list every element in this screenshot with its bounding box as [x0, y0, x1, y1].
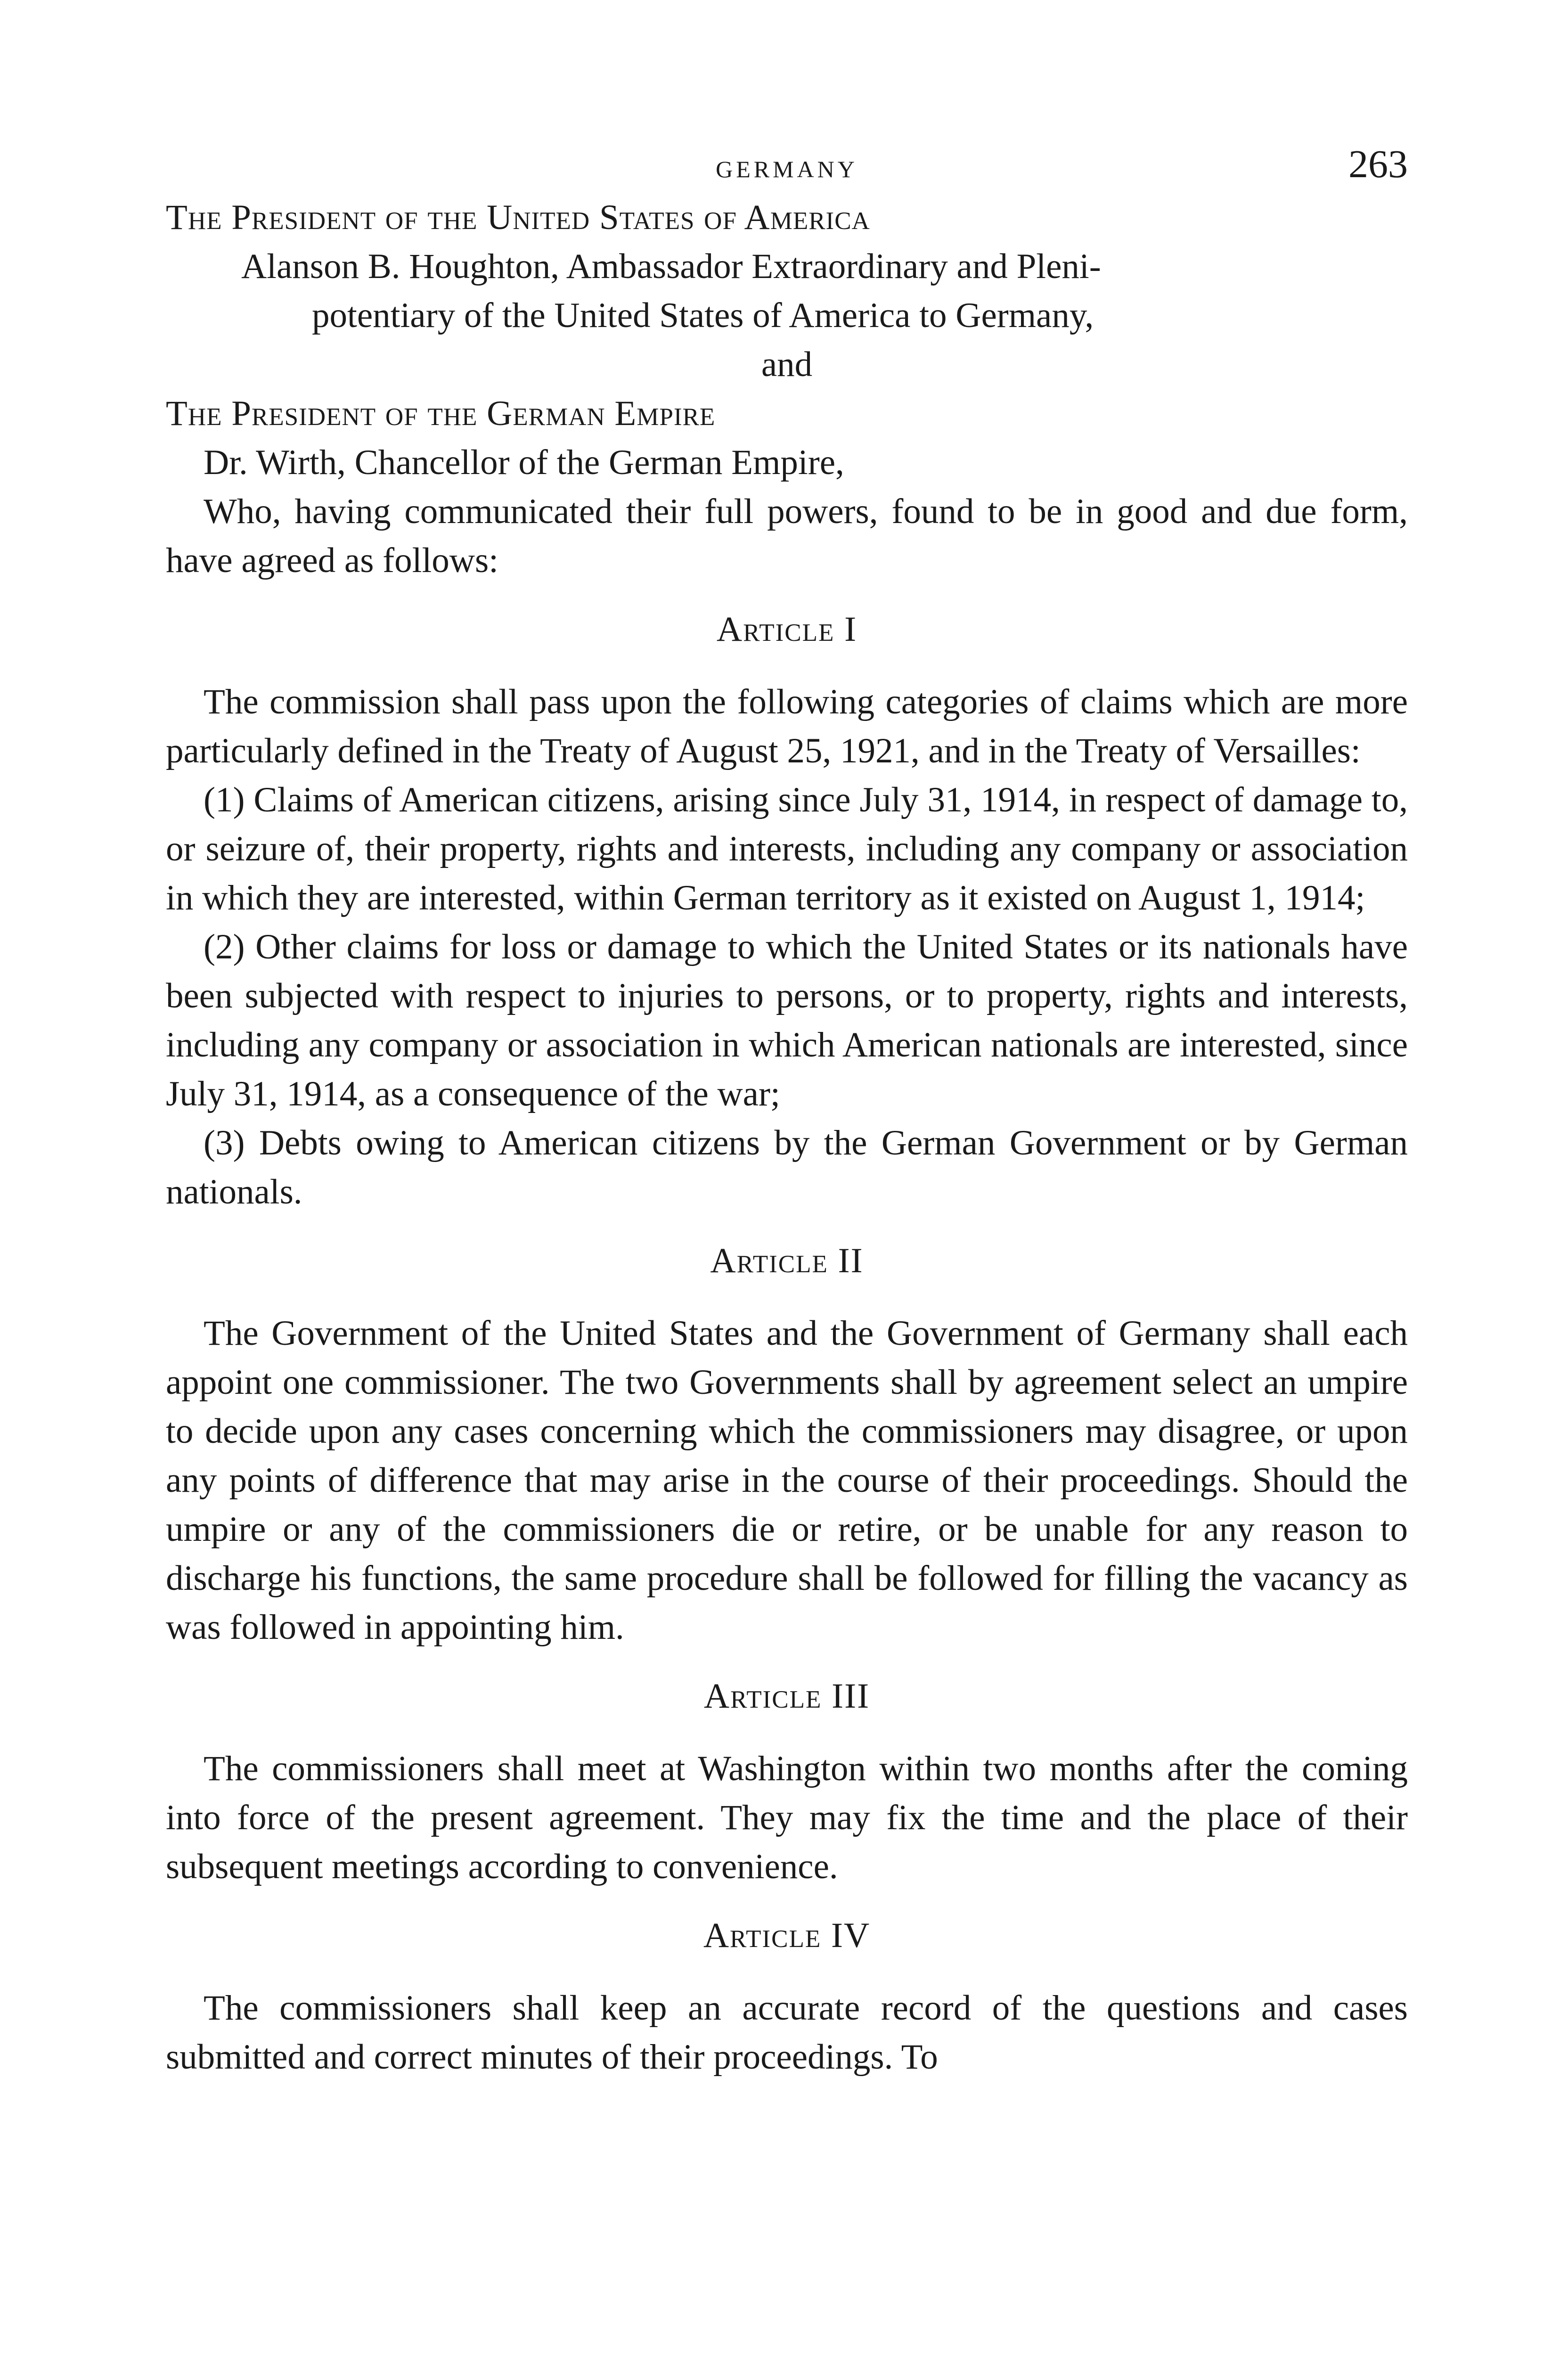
- party-2-title: The President of the German Empire: [166, 394, 716, 433]
- running-title: GERMANY: [716, 156, 858, 182]
- article-1-clause-2: (2) Other claims for loss or damage to which the United States or its nationals have been subjected with respect to injuries to persons, or to property, rights and interests, including any company or association in which American nationals are interested, since July 31, 1914, as a consequence of the war;: [166, 927, 1408, 1113]
- article-3-paragraph: The commissioners shall meet at Washington within two months after the coming into force of the present agreement. They may fix the time and the place of their subsequent meetings according to convenience.: [166, 1749, 1408, 1886]
- article-1-heading: Article I: [716, 610, 858, 649]
- running-header: [166, 141, 1408, 193]
- party-1-title: The President of the United States of America: [166, 198, 870, 237]
- party-1-representative-line-1: Alanson B. Houghton, Ambassador Extraordinary and Pleni-: [241, 247, 1101, 286]
- conjunction-and: and: [761, 345, 813, 384]
- article-2-paragraph: The Government of the United States and the Government of Germany shall each appoint one commissioner. The two Governments shall by agreement select an umpire to decide upon any cases concerning which the commissioners may disagree, or upon any points of difference that may arise in the course of their proceedings. Should the umpire or any of the commissioners die or retire, or be unable for any reason to discharge his functions, the same procedure shall be followed for filling the vacancy as was followed in appointing him.: [166, 1314, 1408, 1647]
- page-number: 263: [1348, 142, 1408, 186]
- article-4-heading: Article IV: [703, 1916, 871, 1955]
- party-1-representative-line-2: potentiary of the United States of America to Germany,: [312, 296, 1094, 335]
- article-2-heading: Article II: [710, 1241, 864, 1280]
- preamble-closing: Who, having communicated their full powers, found to be in good and due form, have agreed as follows:: [166, 492, 1408, 580]
- document-page: [166, 141, 1408, 2082]
- article-1-clause-1: (1) Claims of American citizens, arising since July 31, 1914, in respect of damage to, or seizure of, their property, rights and interests, including any company or association in which they are interested, within German territory as it existed on August 1, 1914;: [166, 780, 1408, 917]
- article-4-paragraph: The commissioners shall keep an accurate record of the questions and cases submitted and correct minutes of their proceedings. To: [166, 1988, 1408, 2077]
- article-1-clause-3: (3) Debts owing to American citizens by the German Government or by German nationals.: [166, 1123, 1408, 1211]
- party-2-representative: Dr. Wirth, Chancellor of the German Empire,: [204, 443, 844, 482]
- article-1-paragraph: The commission shall pass upon the following categories of claims which are more particularly defined in the Treaty of August 25, 1921, and in the Treaty of Versailles:: [166, 682, 1408, 770]
- article-3-heading: Article III: [703, 1677, 870, 1716]
